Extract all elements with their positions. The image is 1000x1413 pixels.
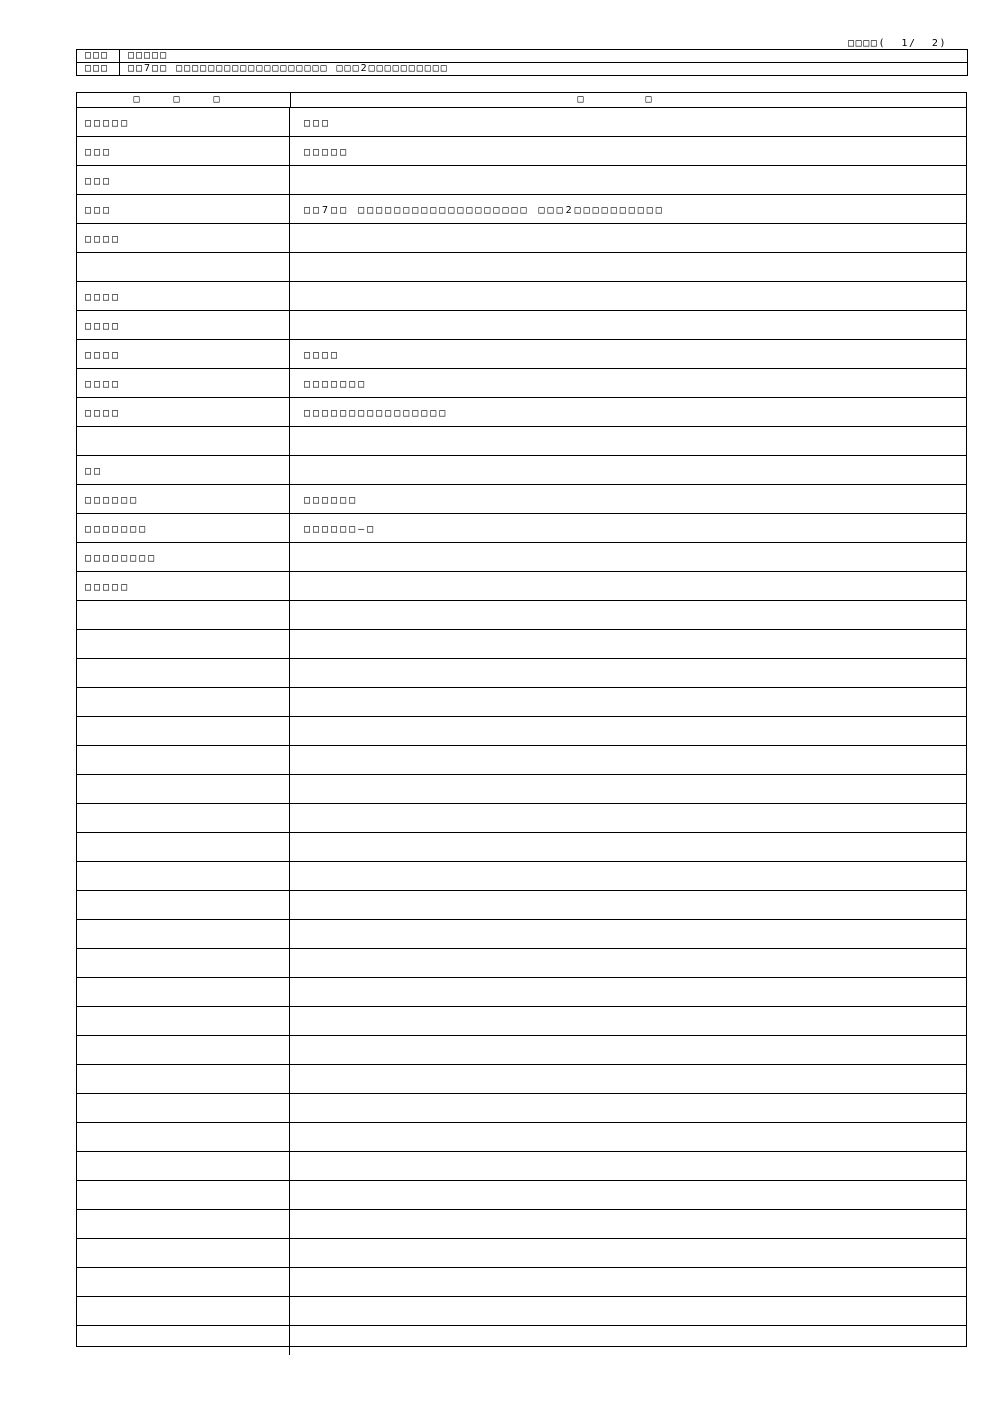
row-value (290, 1094, 966, 1122)
table-row (77, 601, 966, 630)
row-label: □□□□ (77, 340, 290, 368)
table-row (77, 369, 966, 398)
table-row (77, 978, 966, 1007)
row-value (290, 746, 966, 774)
row-value (290, 978, 966, 1006)
row-label (77, 1036, 290, 1064)
table-row (77, 659, 966, 688)
row-label (77, 833, 290, 861)
table-row (77, 775, 966, 804)
column-header-item: □ □ □ (77, 93, 291, 107)
table-row (77, 1326, 966, 1355)
row-label (77, 630, 290, 658)
table-row (77, 514, 966, 543)
row-value (290, 1123, 966, 1151)
row-label: □□□□□ (77, 108, 290, 136)
row-label (77, 775, 290, 803)
table-row (77, 398, 966, 427)
row-label: □□□□ (77, 224, 290, 252)
row-label: □□□□□□□ (77, 514, 290, 542)
row-value (290, 224, 966, 252)
row-value (290, 543, 966, 571)
table-row (77, 1123, 966, 1152)
row-label (77, 920, 290, 948)
row-label: □□□ (77, 195, 290, 223)
row-label (77, 862, 290, 890)
row-label (77, 688, 290, 716)
table-row (77, 195, 966, 224)
row-value: □□□□□ (304, 147, 350, 158)
row-label (77, 1181, 290, 1209)
page-number: □□□□( 1/ 2) (848, 38, 948, 49)
table-row (77, 543, 966, 572)
row-value (290, 717, 966, 745)
row-value (290, 862, 966, 890)
header-value: □□□□□ (128, 50, 169, 61)
table-row (77, 949, 966, 978)
row-value (290, 659, 966, 687)
table-header (77, 93, 966, 108)
table-row (77, 253, 966, 282)
row-label (77, 1123, 290, 1151)
row-label (77, 717, 290, 745)
table-row (77, 1152, 966, 1181)
row-value (290, 920, 966, 948)
row-label (77, 746, 290, 774)
table-row (77, 1094, 966, 1123)
row-value: □□□□ (304, 350, 341, 361)
header-label: □□□ (77, 50, 120, 62)
row-label (77, 1065, 290, 1093)
row-value (290, 1239, 966, 1267)
table-row (77, 1007, 966, 1036)
row-value: □□□□□□□□□□□□□□□□ (304, 408, 449, 419)
document-header (76, 49, 968, 76)
row-value (290, 572, 966, 600)
column-header-content: □ □ (577, 94, 680, 105)
table-row (77, 746, 966, 775)
row-value (290, 427, 966, 455)
row-value (290, 775, 966, 803)
row-value: □□□□□□□ (304, 379, 368, 390)
row-label: □□□□ (77, 369, 290, 397)
table-row (77, 1065, 966, 1094)
row-value (290, 166, 966, 194)
row-value (290, 833, 966, 861)
row-label (77, 949, 290, 977)
table-row (77, 1297, 966, 1326)
header-row (77, 50, 967, 62)
row-value (290, 1181, 966, 1209)
table-row (77, 862, 966, 891)
row-label: □□□□ (77, 311, 290, 339)
row-label: □□ (77, 456, 290, 484)
row-label: □□□□□□□□ (77, 543, 290, 571)
table-row (77, 1268, 966, 1297)
table-row (77, 717, 966, 746)
row-value: □□□ (304, 118, 332, 129)
row-value (290, 891, 966, 919)
table-row (77, 427, 966, 456)
row-value (290, 311, 966, 339)
table-body (77, 108, 966, 1355)
record-table (76, 92, 967, 1347)
row-value: □□7□□ □□□□□□□□□□□□□□□□□□□ □□□2□□□□□□□□□□ (304, 205, 665, 216)
row-label (77, 659, 290, 687)
table-row (77, 166, 966, 195)
row-label (77, 804, 290, 832)
header-value: □□7□□ □□□□□□□□□□□□□□□□□□□ □□□2□□□□□□□□□□ (128, 63, 449, 74)
row-label: □□□□□□ (77, 485, 290, 513)
row-value: □□□□□□ (304, 495, 359, 506)
row-label (77, 1268, 290, 1296)
table-row (77, 804, 966, 833)
row-value (290, 1065, 966, 1093)
row-label (77, 1007, 290, 1035)
row-label (77, 1297, 290, 1325)
row-label (77, 978, 290, 1006)
row-value (290, 1036, 966, 1064)
row-value: □□□□□□—□ (304, 524, 377, 535)
row-label: □□□ (77, 137, 290, 165)
row-label (77, 891, 290, 919)
row-value (290, 688, 966, 716)
table-row (77, 630, 966, 659)
table-row (77, 1239, 966, 1268)
row-value (290, 253, 966, 281)
table-row (77, 891, 966, 920)
row-label: □□□□□ (77, 572, 290, 600)
row-value (290, 1326, 966, 1355)
table-row (77, 108, 966, 137)
row-value (290, 1297, 966, 1325)
row-label (77, 1326, 290, 1355)
row-value (290, 804, 966, 832)
row-label: □□□□ (77, 398, 290, 426)
row-value (290, 282, 966, 310)
row-value (290, 1268, 966, 1296)
row-label: □□□ (77, 166, 290, 194)
row-label (77, 1094, 290, 1122)
table-row (77, 688, 966, 717)
table-row (77, 1181, 966, 1210)
row-label (77, 253, 290, 281)
row-value (290, 1007, 966, 1035)
row-label (77, 1152, 290, 1180)
table-row (77, 456, 966, 485)
row-label (77, 601, 290, 629)
row-label: □□□□ (77, 282, 290, 310)
header-row (77, 62, 967, 75)
row-value (290, 1210, 966, 1238)
row-label (77, 1239, 290, 1267)
row-value (290, 949, 966, 977)
table-row (77, 920, 966, 949)
row-value (290, 456, 966, 484)
table-row (77, 1036, 966, 1065)
table-row (77, 311, 966, 340)
table-row (77, 137, 966, 166)
table-row (77, 282, 966, 311)
table-row (77, 340, 966, 369)
row-label (77, 1210, 290, 1238)
table-row (77, 1210, 966, 1239)
table-row (77, 833, 966, 862)
table-row (77, 224, 966, 253)
row-value (290, 601, 966, 629)
row-label (77, 427, 290, 455)
table-row (77, 572, 966, 601)
row-value (290, 1152, 966, 1180)
table-row (77, 485, 966, 514)
header-label: □□□ (77, 63, 120, 75)
row-value (290, 630, 966, 658)
